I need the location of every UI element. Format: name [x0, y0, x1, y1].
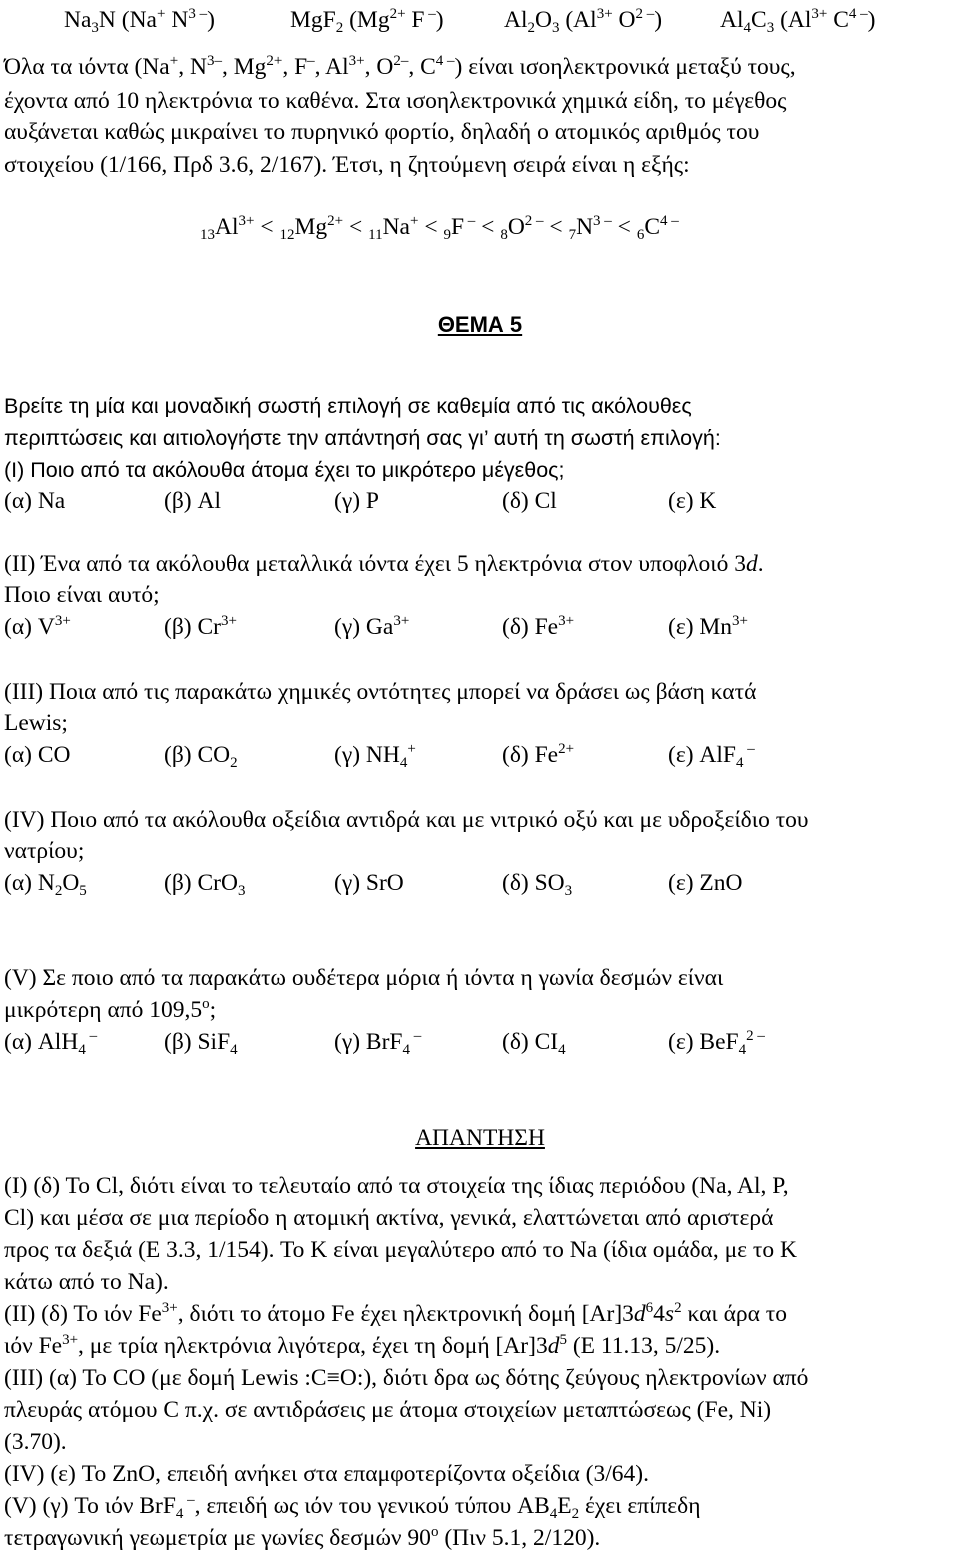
question-2-text: (ΙΙ) Ένα από τα ακόλουθα μεταλλικά ιόντα έχει 5 ηλεκτρόνια στον υποφλοιό 3d. — [4, 551, 764, 577]
q3-option-c: (γ) $NH_4^+$ — [334, 741, 416, 771]
answer-3-line-2: πλευράς ατόμου C π.χ. σε αντιδράσεις με άτομα στοιχείων μεταπτώσεως (Fe, Ni) — [4, 1397, 772, 1423]
q3-option-a: (α) CO — [4, 742, 71, 768]
theme5-instructions-2: περιπτώσεις και αιτιολογήστε την απάντησή σας γι’ αυτή τη σωστή επιλογή: — [4, 426, 721, 450]
q4-option-e: (ε) ZnO — [668, 870, 743, 896]
q1-option-e: (ε) K — [668, 488, 717, 514]
q5-option-a: (α) AlH$_4$ – — [4, 1028, 98, 1058]
question-3-text-1: (ΙΙΙ) Ποια από τις παρακάτω χημικές οντότητες μπορεί να δράσει ως βάση κατά — [4, 679, 757, 705]
q2-option-e: (ε) $Mn^{3+}$ — [668, 613, 749, 640]
intro-line-2: έχοντα από 10 ηλεκτρόνια το καθένα. Στα ισοηλεκτρονικά χημικά είδη, το μέγεθος — [4, 88, 787, 114]
answer-4-line-1: (IV) (ε) Το ZnO, επειδή ανήκει στα επαμφοτερίζοντα οξείδια (3/64). — [4, 1461, 649, 1487]
answer-5-line-1: (V) (γ) Το ιόν BrF$_4$ –, επειδή ως ιόν του γενικού τύπου $AB_4E_2$ έχει επίπεδη — [4, 1492, 701, 1522]
q5-option-d: (δ) $CI_4$ — [502, 1029, 566, 1058]
answer-title: ΑΠΑΝΤΗΣΗ — [415, 1125, 545, 1151]
answer-3-line-1: (ΙΙΙ) (α) Το CO (με δομή Lewis :C≡O:), διότι δρα ως δότης ζεύγους ηλεκτρονίων από — [4, 1365, 809, 1391]
theme5-instructions-1: Βρείτε τη μία και μοναδική σωστή επιλογή σε καθεμία από τις ακόλουθες — [4, 394, 692, 418]
answer-1-line-3: προς τα δεξιά (Ε 3.3, 1/154). Το K είναι μεγαλύτερο από το Na (ίδια ομάδα, με το K — [4, 1237, 797, 1263]
q1-option-c: (γ) P — [334, 488, 379, 514]
q3-option-d: (δ) $Fe^{2+}$ — [502, 741, 575, 768]
q2-option-c: (γ) $Ga^{3+}$ — [334, 613, 410, 640]
answer-1-line-4: κάτω από το Na). — [4, 1269, 169, 1295]
question-4-text-1: (IV) Ποιο από τα ακόλουθα οξείδια αντιδρά και με νιτρικό οξύ και με υδροξείδιο του — [4, 807, 809, 833]
q1-option-d: (δ) Cl — [502, 488, 557, 514]
theme5-title: ΘΕΜΑ 5 — [437, 312, 523, 337]
intro-line-4: στοιχείου (1/166, Πρδ 3.6, 2/167). Έτσι, η ζητούμενη σειρά είναι η εξής: — [4, 152, 690, 178]
question-5-text-1: (V) Σε ποιο από τα παρακάτω ουδέτερα μόρια ή ιόντα η γωνία δεσμών είναι — [4, 965, 724, 991]
q2-option-d: (δ) $Fe^{3+}$ — [502, 613, 575, 640]
q5-option-c: (γ) BrF$_4$ – — [334, 1028, 422, 1058]
q1-option-b: (β) Al — [164, 488, 221, 514]
question-2-text-2: Ποιο είναι αυτό; — [4, 582, 160, 608]
answer-3-line-3: (3.70). — [4, 1429, 67, 1455]
answer-2-line-2: ιόν $Fe^{3+}$, με τρία ηλεκτρόνια λιγότερα, έχει τη δομή $[Ar]3d^5$ (Ε 11.13, 5/25). — [4, 1332, 721, 1359]
question-5-text-2: μικρότερη από 109,5$^o$; — [4, 996, 217, 1023]
q4-option-d: (δ) $SO_3$ — [502, 870, 573, 899]
q1-option-a: (α) Na — [4, 488, 66, 514]
answer-2-line-1: (ΙΙ) (δ) Το ιόν $Fe^{3+}$, διότι το άτομο Fe έχει ηλεκτρονική δομή $[Ar]3d^64s^2$ και άρα το — [4, 1300, 788, 1327]
q5-option-b: (β) SiF$_4$ — [164, 1029, 238, 1058]
question-3-text-2: Lewis; — [4, 710, 68, 736]
answer-1-line-2: Cl) και μέσα σε μια περίοδο η ατομική ακτίνα, γενικά, ελαττώνεται από αριστερά — [4, 1205, 774, 1231]
q4-option-c: (γ) SrO — [334, 870, 404, 896]
formula-al2o3: $Al_2O_3$ ($Al^{3+}$ $O^{2 -}$) — [504, 6, 663, 36]
q3-option-e: (ε) AlF$_4$ – — [668, 741, 755, 771]
q2-option-b: (β) $Cr^{3+}$ — [164, 613, 237, 640]
answer-5-line-2: τετραγωνική γεωμετρία με γωνίες δεσμών 90$^o$ (Πιν 5.1, 2/120). — [4, 1524, 601, 1551]
intro-line-1: Όλα τα ιόντα (Na+, $N^{3-}$, $Mg^{2+}$, F–, $Al^{3+}$, $O^{2-}$, $C^{4 -}$) είναι ισοηλεκτρονικά μεταξύ τους, — [4, 53, 796, 80]
q3-option-b: (β) $CO_2$ — [164, 742, 238, 771]
question-1-text: (Ι) Ποιο από τα ακόλουθα άτομα έχει το μικρότερο μέγεθος; — [4, 458, 565, 482]
triple-bond-symbol: ≡ — [326, 1365, 340, 1391]
answer-1-line-1: (Ι) (δ) Το Cl, διότι είναι το τελευταίο από τα στοιχεία της ίδιας περιόδου (Na, Al, P, — [4, 1173, 789, 1199]
formula-mgf2: MgF$_2$ ($Mg^{2+}$ F –) — [290, 6, 444, 36]
q4-option-a: (α) $N_2O_5$ — [4, 870, 87, 899]
size-order-line: $_{13}Al^{3+} < _{12}Mg^{2+} < _{11}Na^+ < _9F$ $^- < _8O^{2 -} < _7N^{3 -} < _6C^{4 -}$ — [200, 213, 679, 243]
q4-option-b: (β) CrO$_3$ — [164, 870, 246, 899]
q5-option-e: (ε) BeF$_4^{2 -}$ — [668, 1028, 765, 1058]
intro-line-3: αυξάνεται καθώς μικραίνει το πυρηνικό φορτίο, δηλαδή ο ατομικός αριθμός του — [4, 119, 760, 145]
formula-al4c3: $Al_4C_3$ ($Al^{3+}$ $C^{4 -}$) — [720, 6, 876, 36]
formula-na3n: $Na_3N$ (Na+ $N^{3 -}$) — [64, 6, 215, 36]
q2-option-a: (α) $V^{3+}$ — [4, 613, 71, 640]
question-4-text-2: νατρίου; — [4, 838, 85, 864]
